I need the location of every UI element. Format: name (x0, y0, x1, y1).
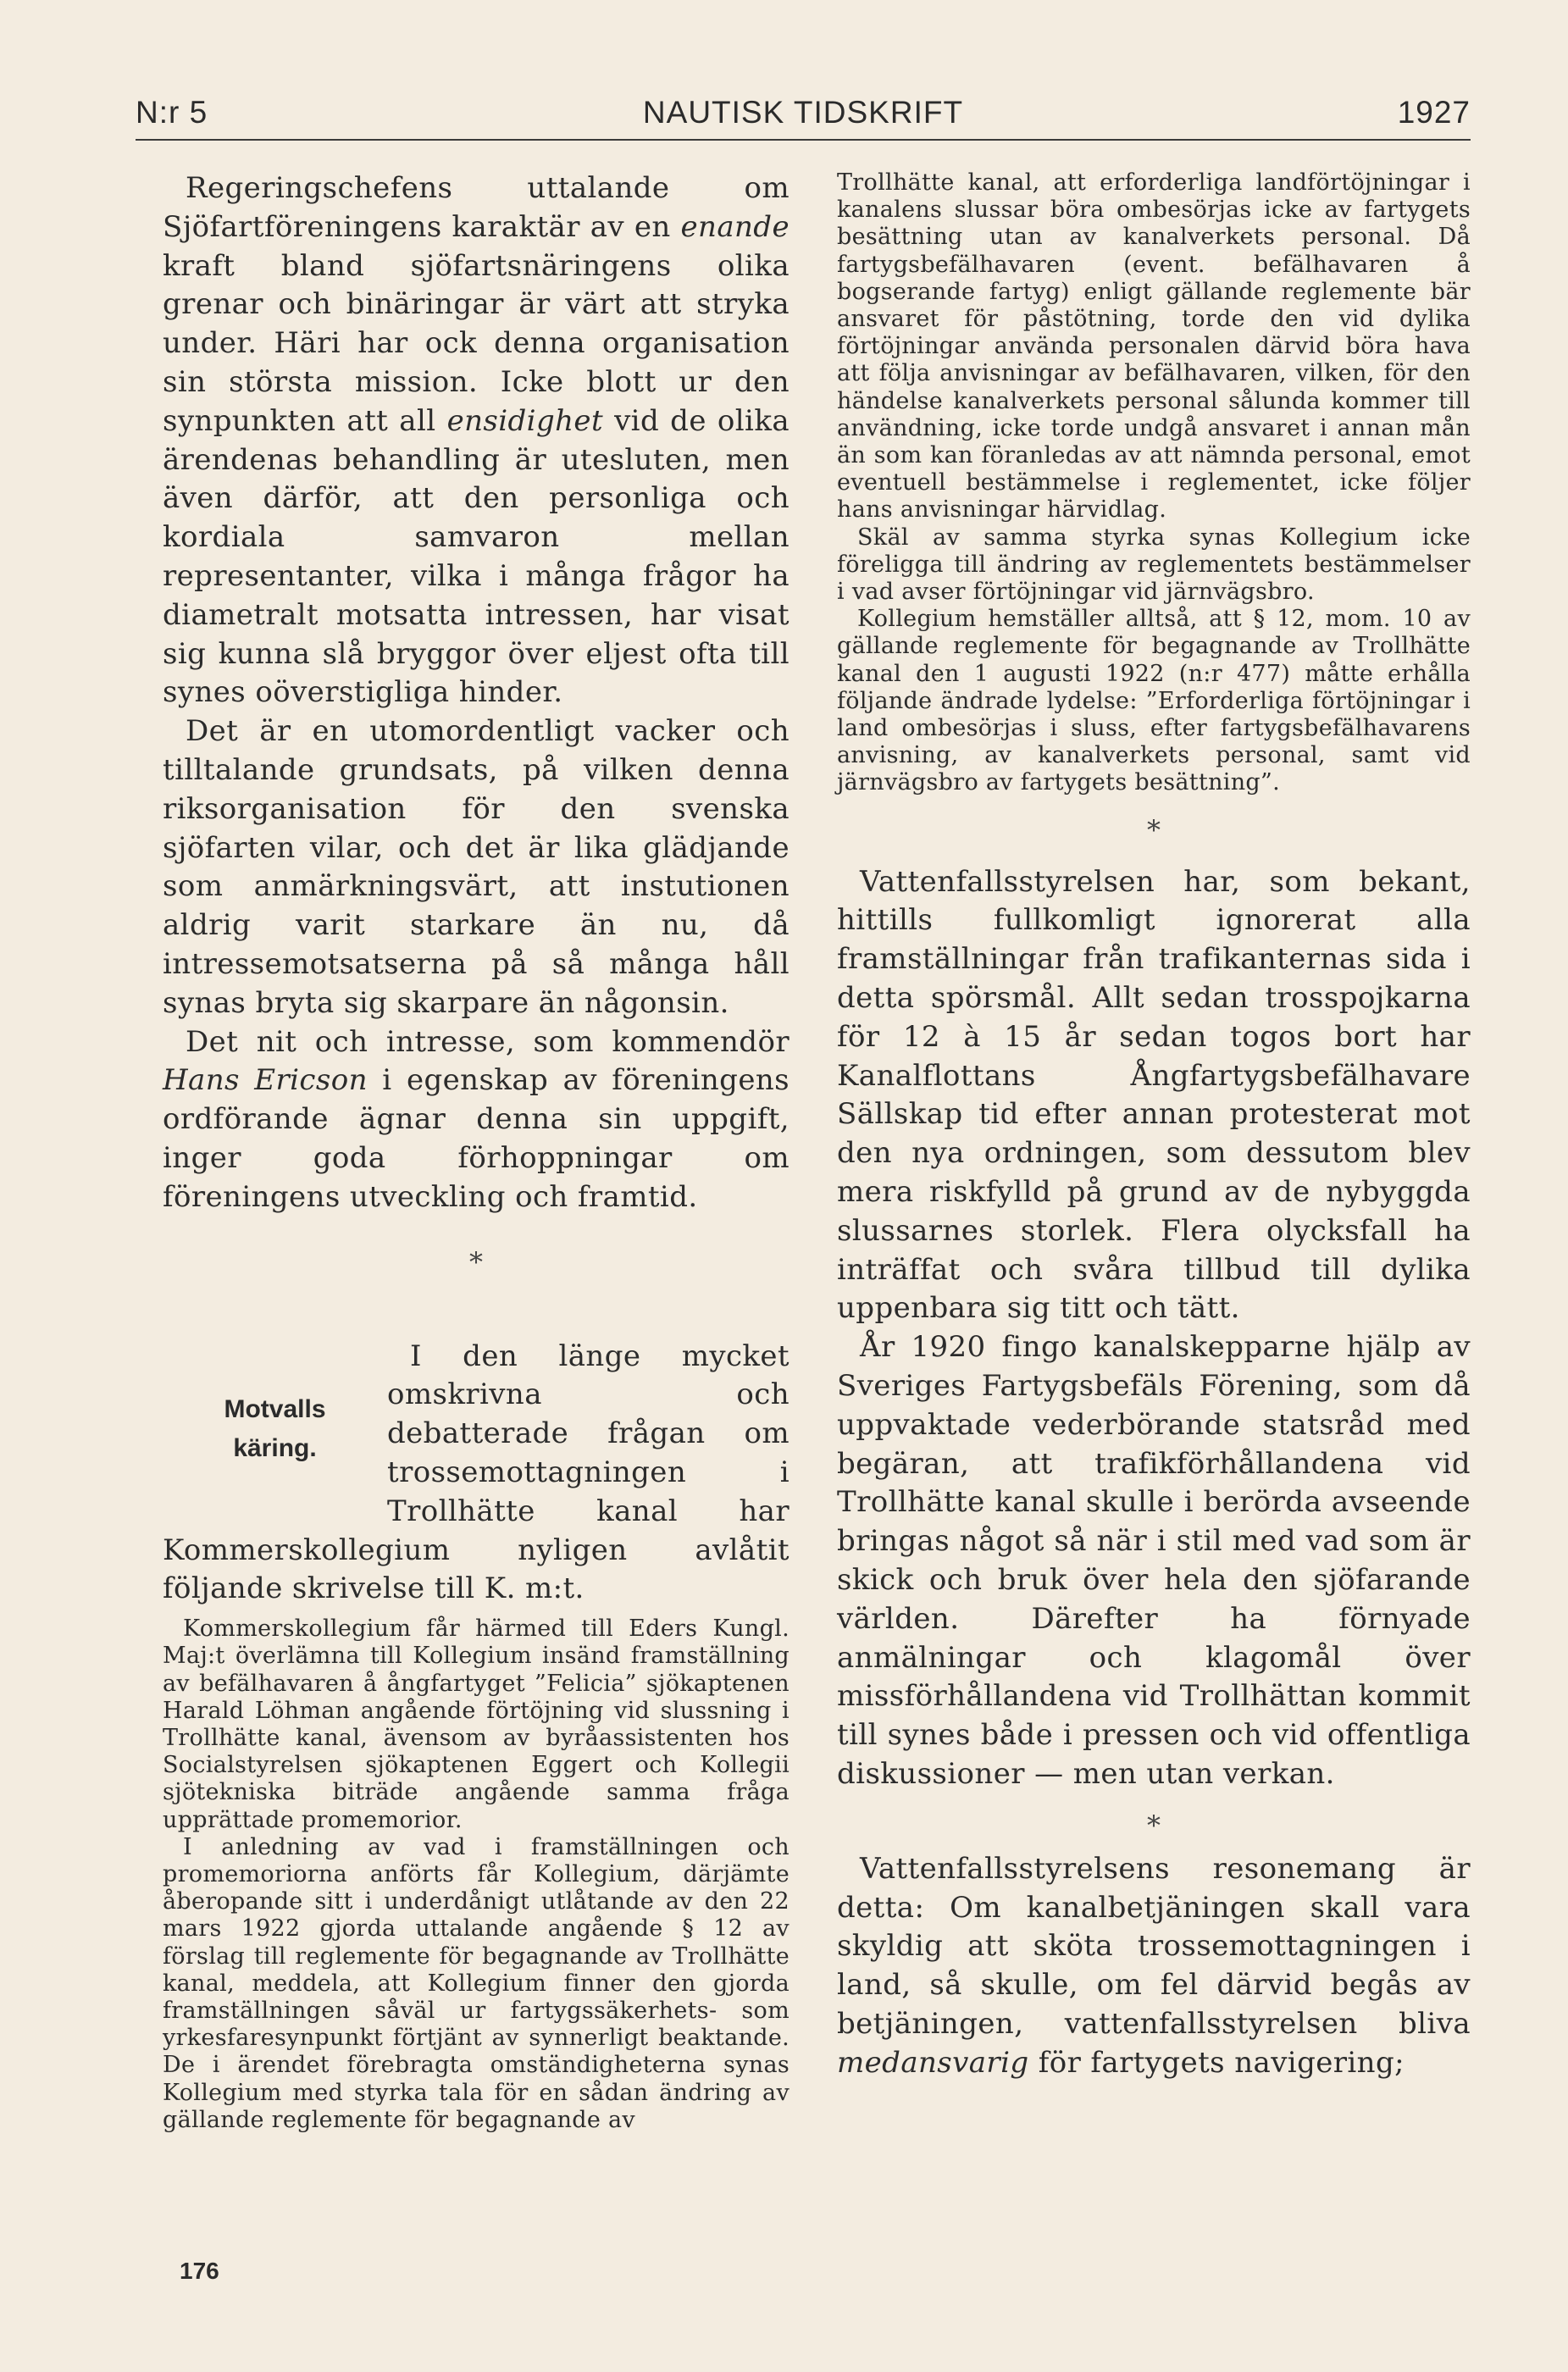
paragraph: Vattenfallsstyrelsen har, som bekant, hittills fullkomligt ignorerat alla framställningar från trafikanternas sida i detta spörsmål. Allt sedan trosspojkarna för 12 à 15 år sedan togos bort har Kanalflottans Ångfartygsbefälhavare Sällskap tid efter annan protesterat mot den nya ordningen, som dessutom blev mera riskfylld på grund av de nybyggda slussarnes storlek. Flera olycksfall ha inträffat och svåra tillbud till dylika uppenbara sig titt och tätt. (837, 864, 1471, 1326)
inset-heading: Motvalls käring. (224, 1394, 326, 1462)
paragraph: Skäl av samma styrka synas Kollegium icke föreligga till ändring av reglementets bestämmelser i vad avser förtöjningar vid järnvägsbro. (837, 524, 1471, 606)
section-divider: * (1147, 813, 1161, 846)
paragraph: Regeringschefens uttalande om Sjöfartföreningens karaktär av en enande kraft bland sjöfartsnäringens olika grenar och binäringar är värt att stryka under. Häri har ock denna organisation sin största mission. Icke blott ur den synpunkten att all ensidighet vid de olika ärendenas behandling är utesluten, men även därför, att den personliga och kordiala samvaron mellan representanter, vilka i många frågor ha diametralt motsatta intressen, har visat sig kunna slå bryggor över eljest ofta till synes oöverstigliga hinder. (163, 171, 790, 710)
paragraph: I den länge mycket omskrivna och debatterade frågan om trossemottagningen i Trollhätte kanal har Kommerskollegium nyligen avlåtit följande skrivelse till K. m:t. (163, 1338, 790, 1606)
paragraph: Trollhätte kanal, att erforderliga landförtöjningar i kanalens slussar böra ombesörjas icke av fartygets besättning utan av kanalverkets personal. Då fartygsbefälhavaren (event. befälhavaren å bogserande fartyg) enligt gällande reglemente bär ansvaret för påstötning, torde den vid dylika förtöjningar använda personalen därvid böra hava att följa anvisningar av befälhavaren, vilken, för den händelse kanalverkets personal sålunda kommer till användning, icke torde undgå ansvaret i annan mån än som kan föranledas av att nämnda personal, emot eventuell bestämmelse i reglementet, icke följer hans anvisningar härvidlag. (837, 169, 1471, 524)
inset-section (163, 1338, 790, 1610)
paragraph: Det är en utomordentligt vacker och tilltalande grundsats, på vilken denna riksorganisation för den svenska sjöfarten vilar, och det är lika glädjande som anmärkningsvärt, att instutionen aldrig varit starkare än nu, då intressemotsatserna på så många håll synas bryta sig skarpare än någonsin. (163, 714, 790, 1020)
paragraph: År 1920 fingo kanalskepparne hjälp av Sveriges Fartygsbefäls Förening, som då uppvaktade vederbörande statsråd med begäran, att trafikförhållandena vid Trollhätte kanal skulle i berörda avseende bringas något så när i stil med vad som är skick och bruk över hela den sjöfarande världen. Därefter ha förnyade anmälningar och klagomål över missförhållandena vid Trollhättan kommit till synes både i pressen och vid offentliga diskussioner — men utan verkan. (837, 1330, 1471, 1791)
issue-number: N:r 5 (136, 95, 208, 130)
section-divider: * (469, 1245, 483, 1278)
paragraph: Kollegium hemställer alltså, att § 12, mom. 10 av gällande reglemente för begagnande av Trollhätte kanal den 1 augusti 1922 (n:r 477) måtte erhålla följande ändrade lydelse: ”Erforderliga förtöjningar i land ombesörjas i sluss, efter fartygsbefälhavarens anvisning, av kanalverkets personal, samt vid järnvägsbro av fartygets besättning”. (837, 606, 1471, 796)
year: 1927 (1397, 95, 1471, 130)
journal-title: NAUTISK TIDSKRIFT (642, 95, 964, 130)
paragraph: I anledning av vad i framställningen och promemoriorna anförts får Kollegium, därjämte åberopande sitt i underdånigt utlåtande av den 22 mars 1922 gjorda uttalande angående § 12 av förslag till reglemente för begagnande av Trollhätte kanal, meddela, att Kollegium finner den gjorda framställningen såväl ur fartygssäkerhets- som yrkesfaresynpunkt förtjänt av synnerligt beaktande. De i ärendet förebragta omständigheterna synas Kollegium med styrka tala för en sådan ändring av gällande reglemente för begagnande av (163, 1833, 790, 2133)
paragraph: Det nit och intresse, som kommendör Hans Ericson i egenskap av föreningens ordförande ägnar denna sin uppgift, inger goda förhoppningar om föreningens utveckling och framtid. (163, 1024, 790, 1214)
paragraph: Vattenfallsstyrelsens resonemang är detta: Om kanalbetjäningen skall vara skyldig att sköta trossemottagningen i land, så skulle, om fel därvid begås av betjäningen, vattenfallsstyrelsen bliva medansvarig för fartygets navigering; (837, 1851, 1471, 2080)
section-divider: * (1147, 1809, 1161, 1842)
left-column (163, 169, 790, 2134)
page-number: 176 (180, 2258, 219, 2284)
paragraph: Kommerskollegium får härmed till Eders Kungl. Maj:t överlämna till Kollegium insänd framställning av befälhavaren å ångfartyget ”Felicia” sjökaptenen Harald Löhman angående förtöjning vid slussning i Trollhätte kanal, ävensom av byråassistenten hos Socialstyrelsen sjökaptenen Eggert och Kollegii sjötekniska biträde angående samma fråga upprättade promemorior. (163, 1616, 790, 1833)
running-header (136, 91, 1471, 141)
right-column (837, 169, 1471, 2083)
